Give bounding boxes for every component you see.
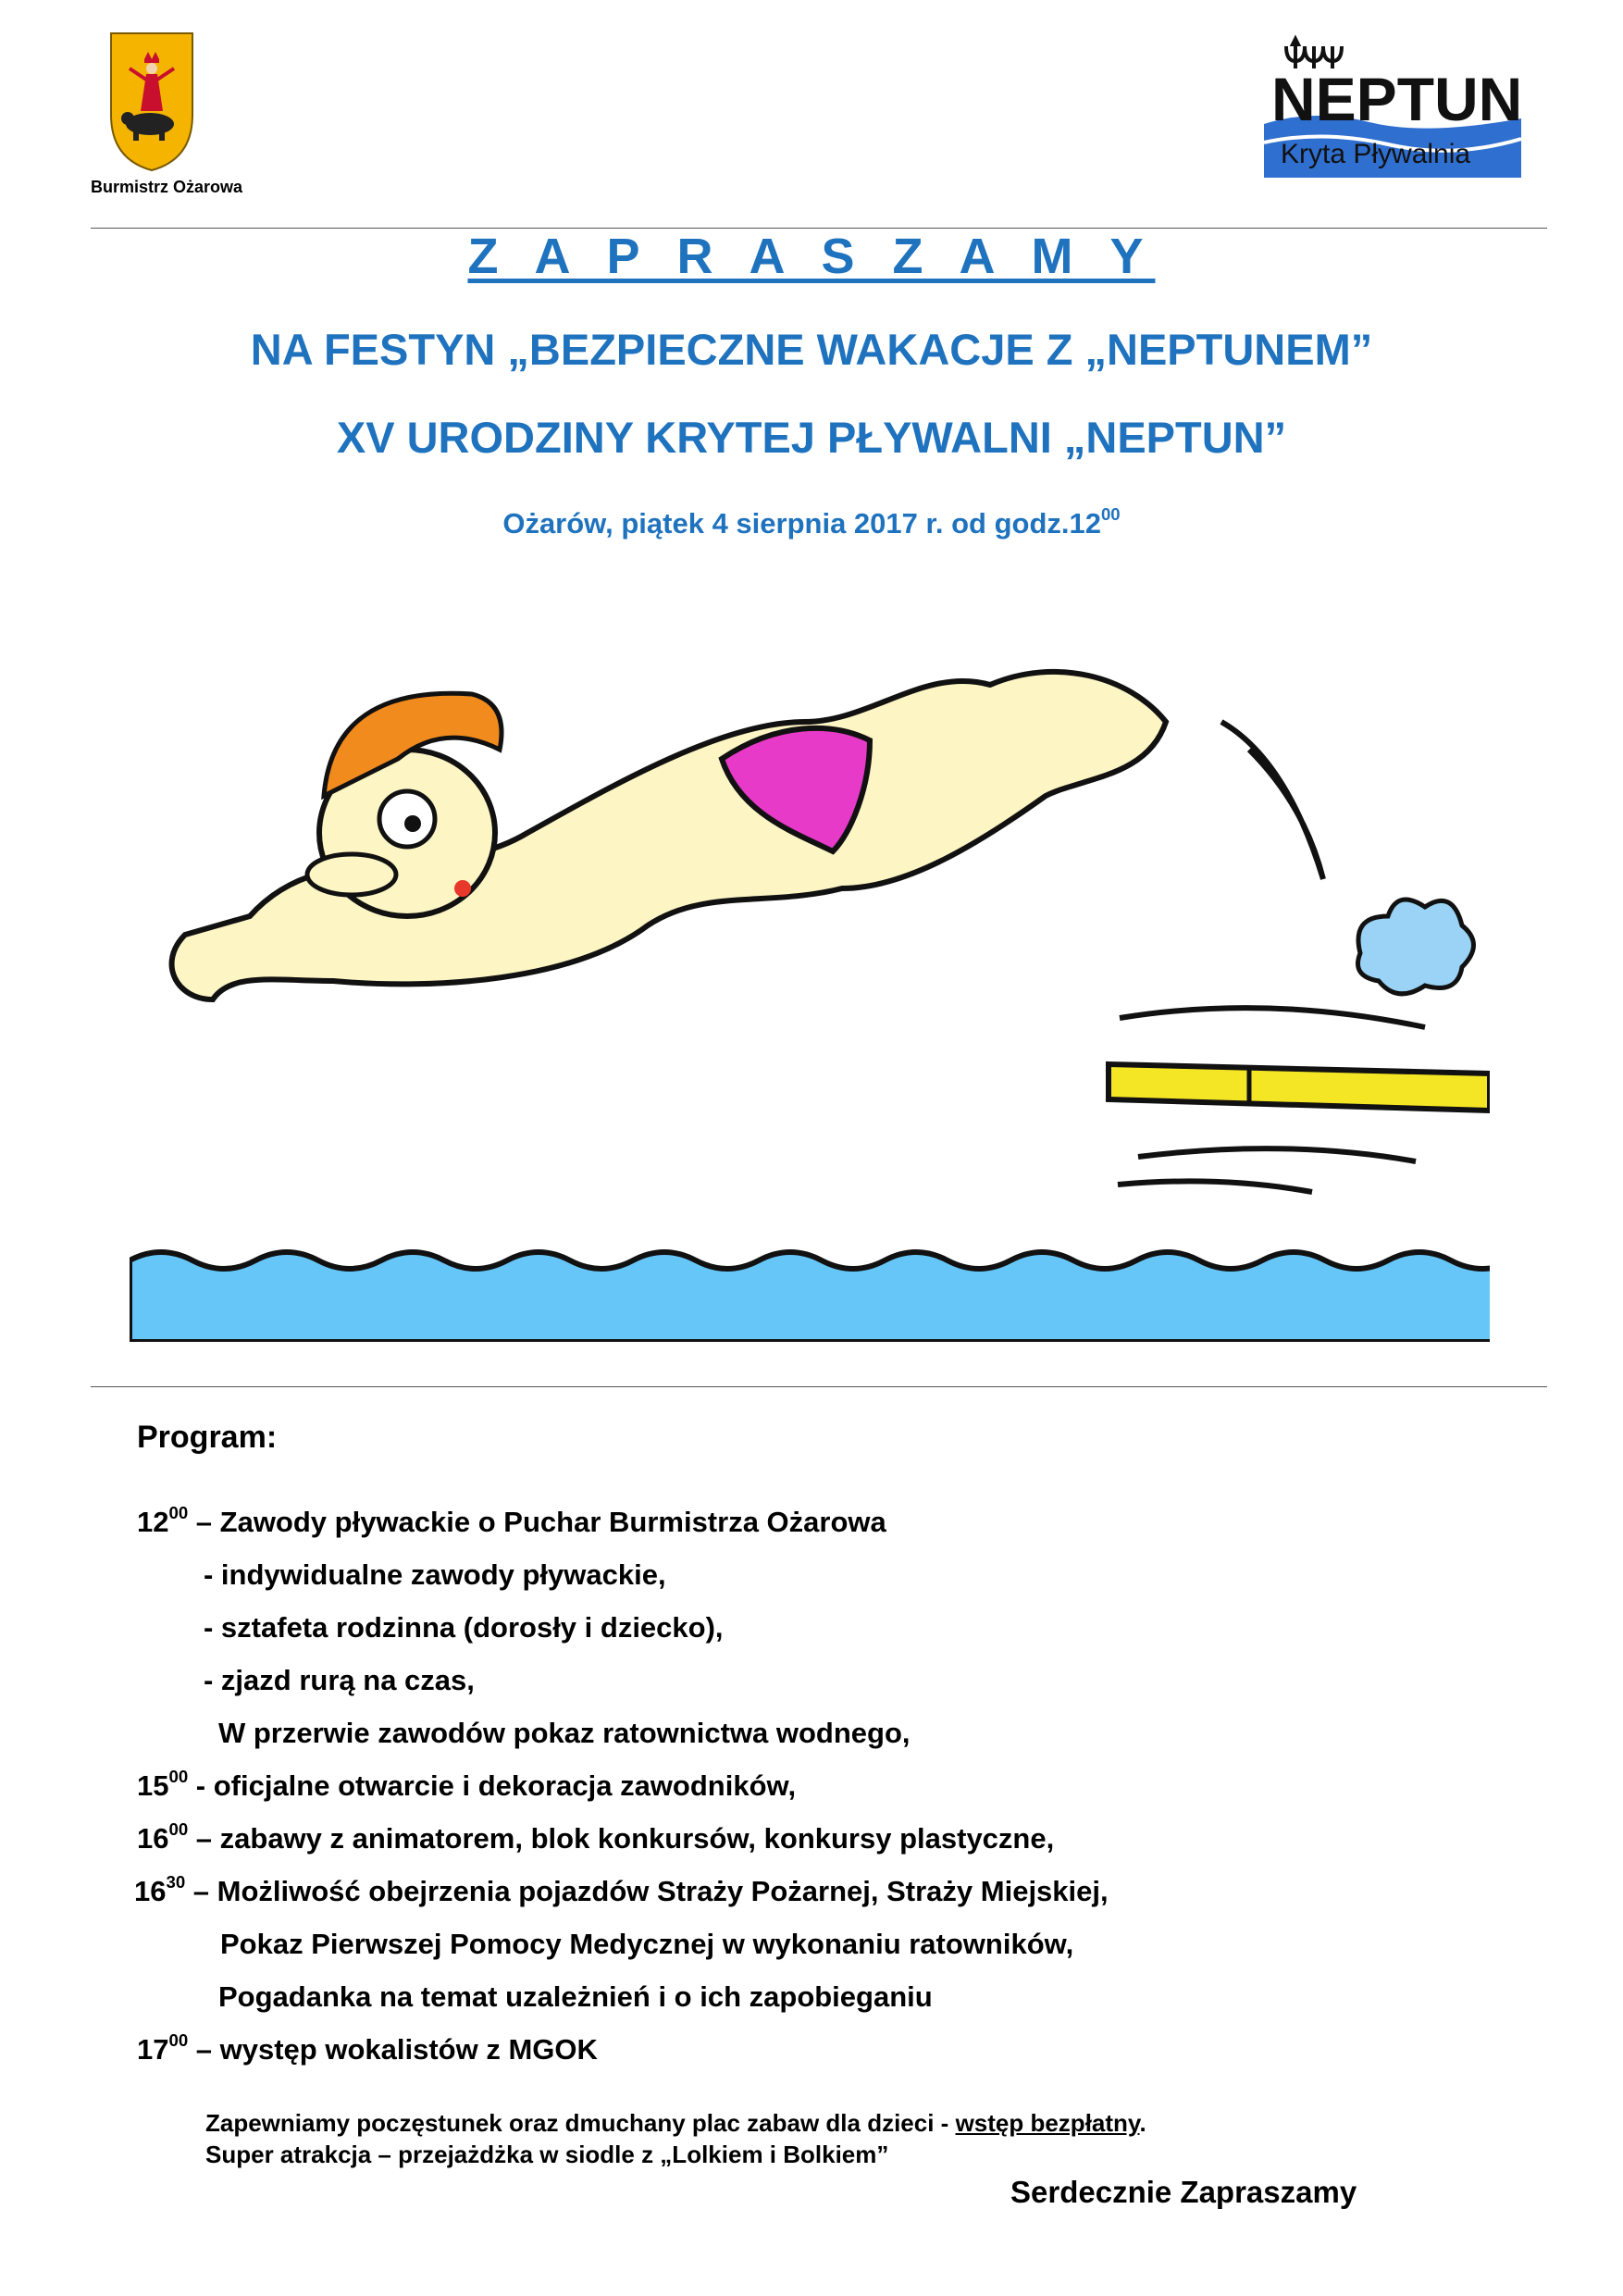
program-time-sup: 00 <box>168 1819 189 1840</box>
program-text: - zjazd rurą na czas, <box>204 1664 475 1696</box>
free-entry-text: wstęp bezpłatny <box>955 2109 1140 2137</box>
footer-note-end: . <box>1139 2109 1146 2137</box>
event-date-text: Ożarów, piątek 4 sierpnia 2017 r. od godz.12 <box>502 507 1101 540</box>
closing-greeting: Serdecznie Zapraszamy <box>1010 2175 1357 2209</box>
footer-note <box>205 2109 1146 2138</box>
logo-name: NEPTUN <box>1271 65 1521 133</box>
program-line <box>137 2030 598 2066</box>
program-title: Program: <box>137 1420 278 1455</box>
logo-subtitle: Kryta Pływalnia <box>1281 139 1471 169</box>
program-line <box>204 1664 475 1697</box>
program-text: – występ wokalistów z MGOK <box>188 2033 598 2066</box>
program-line <box>218 1717 911 1750</box>
footer-attraction: Super atrakcja – przejażdżka w siodle z „Lolkiem i Bolkiem” <box>205 2141 889 2168</box>
program-time: 15 <box>137 1769 169 1802</box>
program-time: 17 <box>137 2033 169 2066</box>
program-text: - indywidualne zawody pływackie, <box>204 1558 666 1591</box>
neptun-logo <box>1258 20 1521 178</box>
program-time-sup: 00 <box>168 2030 189 2051</box>
program-time-sup: 00 <box>168 1503 189 1523</box>
program-text: - oficjalne otwarcie i dekoracja zawodników, <box>188 1769 797 1802</box>
program-line <box>137 1769 796 1803</box>
program-text: – zabawy z animatorem, blok konkursów, konkursy plastyczne, <box>188 1822 1055 1855</box>
program-text: – Możliwość obejrzenia pojazdów Straży Pożarnej, Straży Miejskiej, <box>185 1875 1109 1907</box>
anniversary-title: XV URODZINY KRYTEJ PŁYWALNI „NEPTUN” <box>336 413 1287 462</box>
program-line <box>134 1872 1109 1908</box>
program-line <box>137 1503 886 1539</box>
program-line <box>204 1611 724 1644</box>
program-text: Pokaz Pierwszej Pomocy Medycznej w wykonaniu ratowników, <box>220 1928 1074 1960</box>
program-time-sup: 30 <box>166 1872 186 1893</box>
town-crest-logo <box>109 31 194 172</box>
program-text: – Zawody pływackie o Puchar Burmistrza Ożarowa <box>188 1506 886 1538</box>
program-time-sup: 00 <box>168 1767 189 1787</box>
crest-caption: Burmistrz Ożarowa <box>91 178 243 196</box>
footer-note-text: Zapewniamy poczęstunek oraz dmuchany plac zabaw dla dzieci - <box>205 2109 956 2137</box>
program-text: Pogadanka na temat uzależnień i o ich zapobieganiu <box>218 1980 933 2013</box>
bottom-divider <box>91 1386 1547 1387</box>
program-text: W przerwie zawodów pokaz ratownictwa wodnego, <box>218 1717 911 1749</box>
program-text: - sztafeta rodzinna (dorosły i dziecko), <box>204 1611 724 1644</box>
program-line <box>204 1558 666 1592</box>
program-line <box>137 1819 1055 1855</box>
diver-jumping-into-pool-icon <box>130 611 1490 1342</box>
program-time: 12 <box>137 1506 169 1538</box>
event-date <box>0 504 1623 540</box>
festival-title: NA FESTYN „BEZPIECZNE WAKACJE Z „NEPTUNEM” <box>250 325 1373 374</box>
invite-title: Z A P R A S Z A M Y <box>467 229 1156 284</box>
program-time: 16 <box>137 1822 169 1855</box>
program-time: 16 <box>134 1875 167 1907</box>
event-date-sup: 00 <box>1100 504 1121 525</box>
program-line <box>220 1928 1073 1961</box>
program-line <box>218 1980 933 2014</box>
